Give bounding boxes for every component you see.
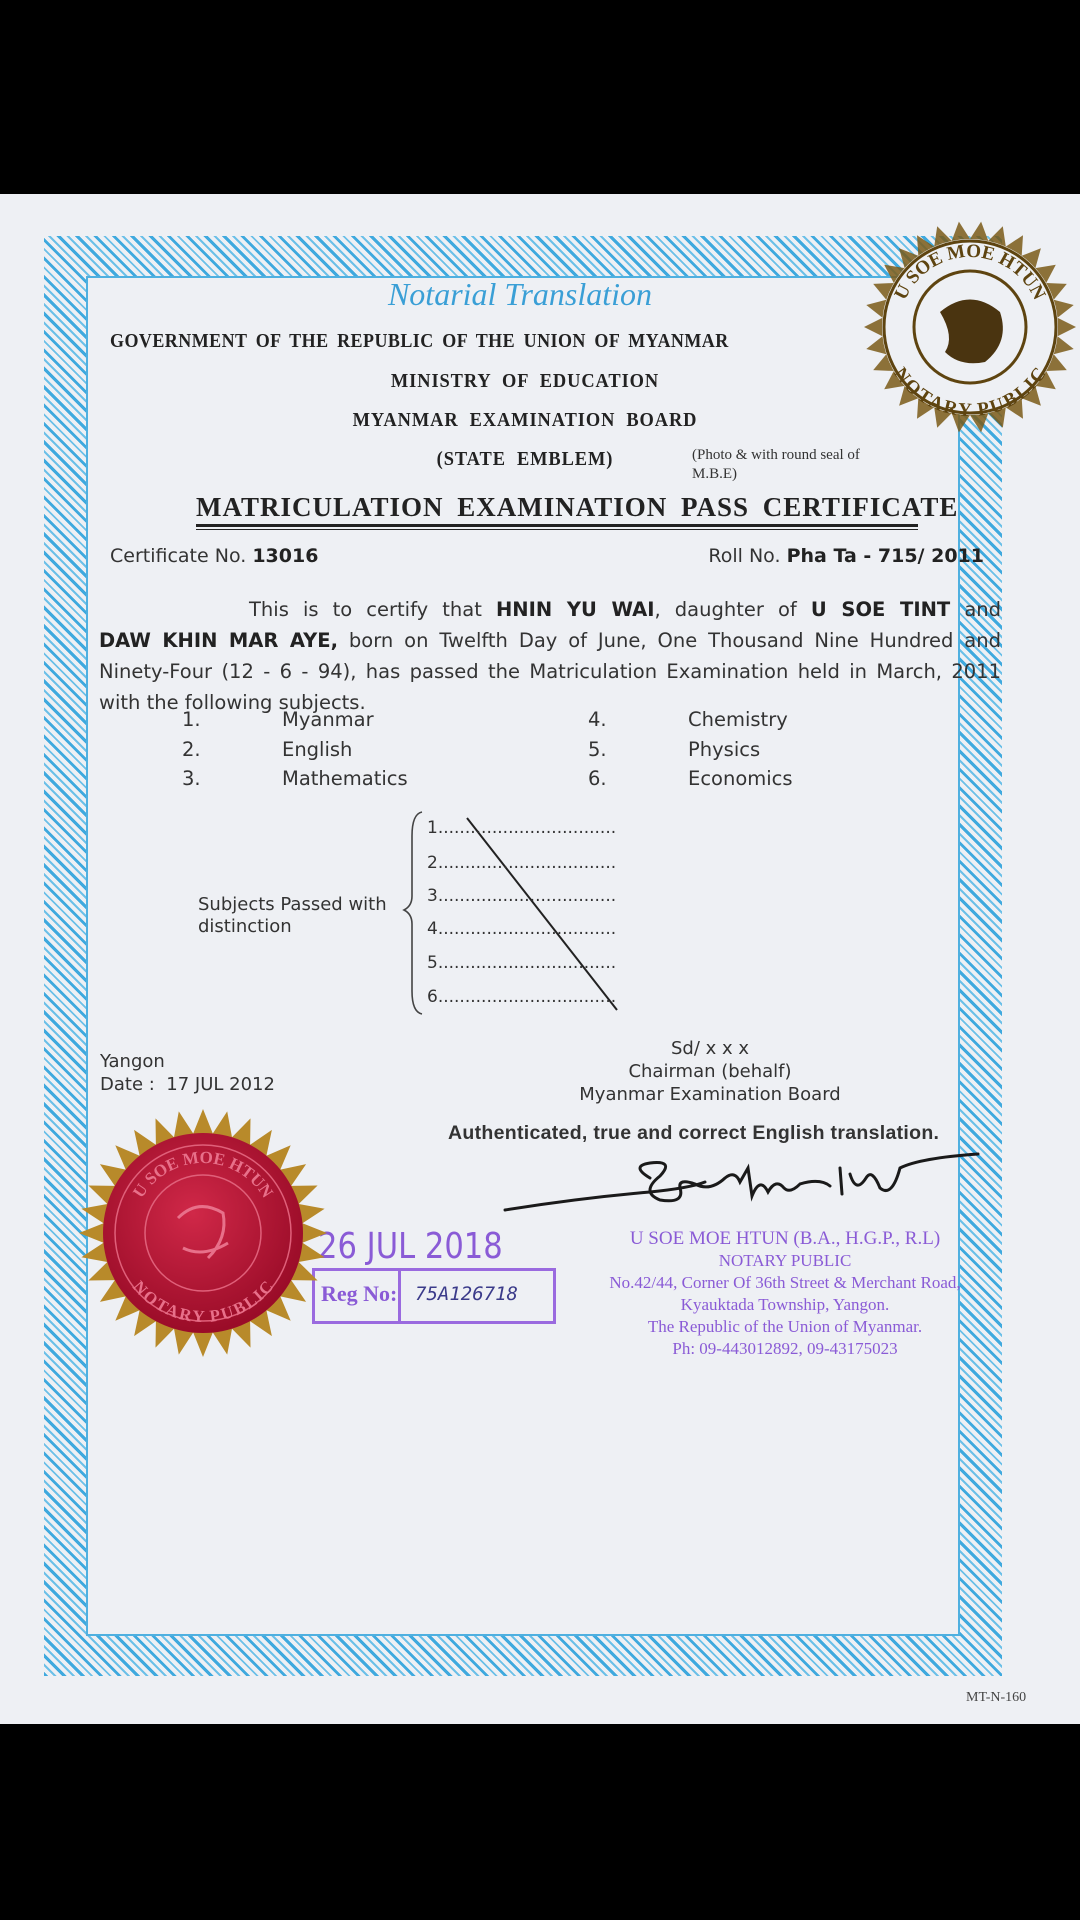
- date-label: Date :: [100, 1074, 155, 1095]
- subject-name: Myanmar: [282, 708, 374, 731]
- state-emblem-text: (STATE EMBLEM): [436, 448, 614, 470]
- chairman-block: [560, 1037, 860, 1106]
- photo-note: [692, 446, 860, 484]
- roll-number-value: Pha Ta - 715/ 2011: [786, 545, 984, 567]
- subject-name: Economics: [688, 767, 793, 790]
- subject-number: 5.: [588, 738, 607, 761]
- certificate-number-value: 13016: [252, 545, 319, 567]
- date-value: 17 JUL 2012: [166, 1074, 275, 1095]
- subject-name: English: [282, 738, 353, 761]
- notary-name: U SOE MOE HTUN (B.A., H.G.P., R.L): [629, 1228, 941, 1249]
- para-text: This is to certify that: [249, 598, 482, 621]
- reg-number-stamp: [312, 1268, 556, 1324]
- title-underline: [196, 529, 918, 530]
- government-heading: GOVERNMENT OF THE REPUBLIC OF THE UNION OF MYANMAR: [110, 330, 729, 352]
- distinction-row: 5.................................: [427, 953, 617, 973]
- red-notary-seal: [78, 1108, 328, 1358]
- distinction-row: 3.................................: [427, 886, 617, 906]
- para-text: with the following subjects.: [99, 691, 366, 714]
- notary-stamp: [540, 1228, 1030, 1360]
- reg-number-label: Reg No:: [315, 1271, 401, 1321]
- seal-top-text: U SOE MOE HTUN: [890, 240, 1050, 304]
- chairman-board: Myanmar Examination Board: [579, 1084, 841, 1105]
- place-date: [100, 1050, 275, 1096]
- notary-address-3: The Republic of the Union of Myanmar.: [647, 1317, 923, 1336]
- para-text: , daughter of: [654, 598, 797, 621]
- seal-top-text: U SOE MOE HTUN: [129, 1147, 277, 1202]
- distinction-label-line-1: Subjects Passed with: [198, 894, 387, 915]
- subject-number: 3.: [182, 767, 201, 790]
- gold-notary-seal: [860, 217, 1080, 437]
- certificate-number-label: Certificate No.: [110, 545, 247, 567]
- subject-name: Physics: [688, 738, 761, 761]
- subject-name: Chemistry: [688, 708, 788, 731]
- roll-number: [708, 545, 984, 567]
- notary-signature: [500, 1148, 990, 1228]
- notary-address-1: No.42/44, Corner Of 36th Street & Merchant Road,: [609, 1273, 961, 1292]
- distinction-row: 1.................................: [427, 818, 617, 838]
- roll-number-label: Roll No.: [708, 545, 781, 567]
- seal-bottom-text: NOTARY PUBLIC: [129, 1277, 277, 1327]
- distinction-label: [198, 894, 387, 938]
- para-text: Ninety-Four (12 - 6 - 94), has passed the Matriculation Examination held in March, 2011: [99, 660, 1001, 683]
- distinction-row: 6.................................: [427, 987, 617, 1007]
- ministry-heading: MINISTRY OF EDUCATION: [390, 370, 660, 392]
- place: Yangon: [100, 1051, 165, 1072]
- student-name: HNIN YU WAI: [495, 598, 655, 621]
- father-name: U SOE TINT: [810, 598, 951, 621]
- notary-address-2: Kyauktada Township, Yangon.: [680, 1295, 890, 1314]
- para-text: and: [964, 598, 1002, 621]
- distinction-row: 4.................................: [427, 919, 617, 939]
- photo-note-line-1: (Photo & with round seal of: [692, 447, 860, 463]
- distinction-row: 2.................................: [427, 853, 617, 873]
- stamp-date: 26 JUL 2018: [318, 1226, 503, 1267]
- subject-number: 6.: [588, 767, 607, 790]
- distinction-label-line-2: distinction: [198, 916, 292, 937]
- certificate-title: MATRICULATION EXAMINATION PASS CERTIFICATE: [196, 492, 918, 527]
- notary-title: NOTARY PUBLIC: [718, 1251, 852, 1270]
- certification-paragraph: [99, 594, 1001, 718]
- seal-bottom-text: NOTARY PUBLIC: [889, 363, 1051, 422]
- authentication-statement: Authenticated, true and correct English translation.: [448, 1122, 940, 1144]
- certificate-number: [110, 545, 318, 567]
- subject-number: 2.: [182, 738, 201, 761]
- photo-note-line-2: M.B.E): [692, 466, 737, 482]
- chairman-title: Chairman (behalf): [628, 1061, 792, 1082]
- board-heading: MYANMAR EXAMINATION BOARD: [352, 409, 698, 431]
- form-code: MT-N-160: [966, 1690, 1027, 1705]
- subject-name: Mathematics: [282, 767, 408, 790]
- para-text: born on Twelfth Day of June, One Thousand Nine Hundred and: [348, 629, 1001, 652]
- lion-emblem-icon: [940, 300, 1003, 364]
- notary-phone: Ph: 09-443012892, 09-43175023: [672, 1339, 898, 1358]
- chairman-signature-placeholder: Sd/ x x x: [670, 1038, 750, 1059]
- strike-through-line: [467, 818, 617, 1010]
- notarial-translation-heading: Notarial Translation: [387, 276, 653, 312]
- brace-icon: [404, 812, 422, 1014]
- reg-number-value: 75A126718: [415, 1283, 518, 1305]
- subject-number: 1.: [182, 708, 201, 731]
- mother-name: DAW KHIN MAR AYE,: [99, 629, 338, 652]
- subject-number: 4.: [588, 708, 607, 731]
